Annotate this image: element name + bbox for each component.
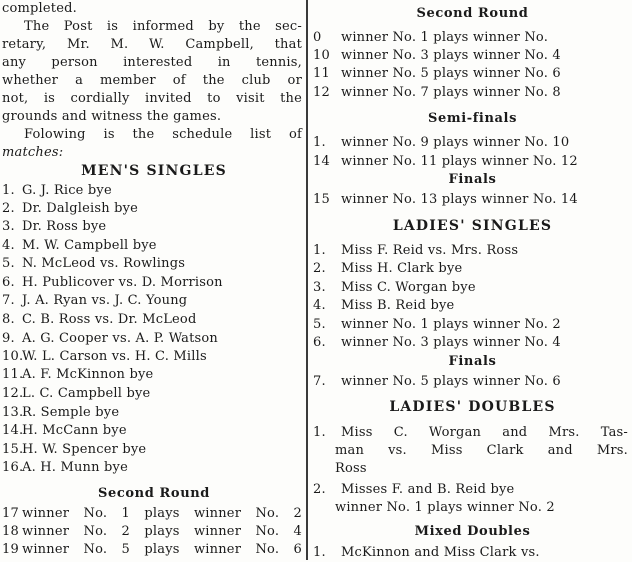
item-text: R. Semple bye <box>22 405 120 420</box>
mens-singles-heading: MEN'S SINGLES <box>81 163 227 179</box>
item-text: winner No. 2 plays winner No. 4 <box>22 524 302 539</box>
item-text: J. A. Ryan vs. J. C. Young <box>22 293 188 308</box>
item-text: Dr. Dalgleish bye <box>22 201 139 216</box>
item-text: W. L. Carson vs. H. C. Mills <box>22 349 207 364</box>
item-number: 19 <box>2 542 19 557</box>
item-text: Miss C. Worgan and Mrs. Tas- <box>341 425 628 440</box>
intro-line: Folowing is the schedule list of <box>24 127 302 142</box>
list-item <box>309 297 632 315</box>
list-item <box>309 29 632 47</box>
item-number: 13. <box>2 405 24 420</box>
item-text: winner No. 9 plays winner No. 10 <box>341 135 570 150</box>
item-text: winner No. 7 plays winner No. 8 <box>341 85 561 100</box>
list-item <box>309 153 632 171</box>
list-item <box>0 422 306 440</box>
list-item-continued: winner No. 1 plays winner No. 2 <box>335 500 555 515</box>
item-number: 15. <box>2 442 24 457</box>
item-number: 7. <box>2 293 15 308</box>
item-text: Misses F. and B. Reid bye <box>341 482 515 497</box>
list-item <box>0 311 306 329</box>
list-item <box>0 218 306 236</box>
item-text: A. F. McKinnon bye <box>22 367 154 382</box>
item-number: 10 <box>313 48 330 63</box>
item-text: Miss F. Reid vs. Mrs. Ross <box>341 243 519 258</box>
intro-line: whether a member of the club or <box>2 73 302 88</box>
list-item <box>309 84 632 102</box>
list-item <box>309 191 632 209</box>
list-item <box>309 260 632 278</box>
mixed-doubles-heading: Mixed Doubles <box>414 524 531 539</box>
item-number: 1. <box>313 425 326 440</box>
item-text: Miss H. Clark bye <box>341 261 463 276</box>
ladies-doubles-heading: LADIES' DOUBLES <box>389 399 556 415</box>
semi-finals-heading: Semi-finals <box>427 111 517 126</box>
item-number: 14 <box>313 154 330 169</box>
item-text: C. B. Ross vs. Dr. McLeod <box>22 312 197 327</box>
item-number: 4. <box>2 238 15 253</box>
item-number: 3. <box>313 280 326 295</box>
intro-line: The Post is informed by the sec- <box>24 19 302 34</box>
item-number: 16. <box>2 460 24 475</box>
list-item <box>309 544 632 562</box>
item-text: G. J. Rice bye <box>22 183 112 198</box>
list-item <box>309 134 632 152</box>
item-text: winner No. 3 plays winner No. 4 <box>341 335 561 350</box>
item-number: 1. <box>313 243 326 258</box>
item-number: 8. <box>2 312 15 327</box>
item-text: winner No. 1 plays winner No. 2 <box>22 506 302 521</box>
item-number: 6. <box>2 275 15 290</box>
item-number: 10. <box>2 349 24 364</box>
item-text: A. G. Cooper vs. A. P. Watson <box>22 331 218 346</box>
list-item <box>309 65 632 83</box>
item-text: winner No. 13 plays winner No. 14 <box>341 192 578 207</box>
intro-line: grounds and witness the games. <box>2 109 222 124</box>
item-number: 5. <box>313 317 326 332</box>
item-number: 1. <box>313 545 326 560</box>
item-text: winner No. 1 plays winner No. <box>341 30 549 45</box>
list-item-continued: man vs. Miss Clark and Mrs. <box>335 443 628 458</box>
list-item <box>309 334 632 352</box>
list-item <box>309 481 632 499</box>
list-item <box>309 373 632 391</box>
list-item <box>0 404 306 422</box>
item-number: 5. <box>2 256 15 271</box>
item-number: 17 <box>2 506 19 521</box>
list-item <box>309 424 632 442</box>
item-text: A. H. Munn bye <box>22 460 128 475</box>
item-number: 2. <box>2 201 15 216</box>
item-text: winner No. 5 plays winner No. 6 <box>22 542 302 557</box>
intro-line: retary, Mr. M. W. Campbell, that <box>2 37 302 52</box>
list-item <box>0 255 306 273</box>
list-item <box>0 237 306 255</box>
item-number: 3. <box>2 219 15 234</box>
column-rule <box>306 0 308 560</box>
ladies-singles-heading: LADIES' SINGLES <box>392 218 553 234</box>
list-item <box>0 541 306 559</box>
item-text: McKinnon and Miss Clark vs. <box>341 545 540 560</box>
intro-line: not, is cordially invited to visit the <box>2 91 302 106</box>
intro-line: completed. <box>2 1 77 16</box>
item-text: H. Publicover vs. D. Morrison <box>22 275 223 290</box>
list-item <box>0 441 306 459</box>
intro-line: any person interested in tennis, <box>2 55 302 70</box>
item-text: H. McCann bye <box>22 423 127 438</box>
item-number: 2. <box>313 482 326 497</box>
item-text: N. McLeod vs. Rowlings <box>22 256 186 271</box>
item-number: 14. <box>2 423 24 438</box>
item-text: Dr. Ross bye <box>22 219 107 234</box>
list-item <box>0 366 306 384</box>
item-text: Miss C. Worgan bye <box>341 280 476 295</box>
list-item <box>0 292 306 310</box>
item-number: 1. <box>313 135 326 150</box>
list-item <box>0 385 306 403</box>
item-number: 11 <box>313 66 330 81</box>
intro-line: matches: <box>2 145 64 160</box>
item-number: 4. <box>313 298 326 313</box>
item-number: 18 <box>2 524 19 539</box>
list-item <box>309 279 632 297</box>
item-number: 12. <box>2 386 24 401</box>
item-text: winner No. 11 plays winner No. 12 <box>341 154 578 169</box>
item-text: winner No. 5 plays winner No. 6 <box>341 66 561 81</box>
item-number: 9. <box>2 331 15 346</box>
list-item-continued: Ross <box>335 461 367 476</box>
list-item <box>0 459 306 477</box>
item-number: 12 <box>313 85 330 100</box>
list-item <box>0 523 306 541</box>
list-item <box>0 330 306 348</box>
list-item <box>309 316 632 334</box>
list-item <box>0 200 306 218</box>
item-number: 6. <box>313 335 326 350</box>
second-round-heading: Second Round <box>98 486 210 501</box>
item-number: 15 <box>313 192 330 207</box>
item-text: H. W. Spencer bye <box>22 442 147 457</box>
item-number: 0 <box>313 30 322 45</box>
second-round-heading: Second Round <box>416 6 529 21</box>
item-text: winner No. 3 plays winner No. 4 <box>341 48 561 63</box>
list-item <box>0 274 306 292</box>
list-item <box>309 242 632 260</box>
item-text: winner No. 5 plays winner No. 6 <box>341 374 561 389</box>
item-text: Miss B. Reid bye <box>341 298 455 313</box>
item-text: winner No. 1 plays winner No. 2 <box>341 317 561 332</box>
list-item <box>309 47 632 65</box>
list-item <box>0 348 306 366</box>
item-text: L. C. Campbell bye <box>22 386 151 401</box>
list-item <box>0 182 306 200</box>
item-text: M. W. Campbell bye <box>22 238 157 253</box>
item-number: 11. <box>2 367 24 382</box>
ladies-finals-heading: Finals <box>448 354 497 369</box>
item-number: 7. <box>313 374 326 389</box>
item-number: 1. <box>2 183 15 198</box>
finals-heading: Finals <box>448 172 497 187</box>
list-item <box>0 505 306 523</box>
item-number: 2. <box>313 261 326 276</box>
